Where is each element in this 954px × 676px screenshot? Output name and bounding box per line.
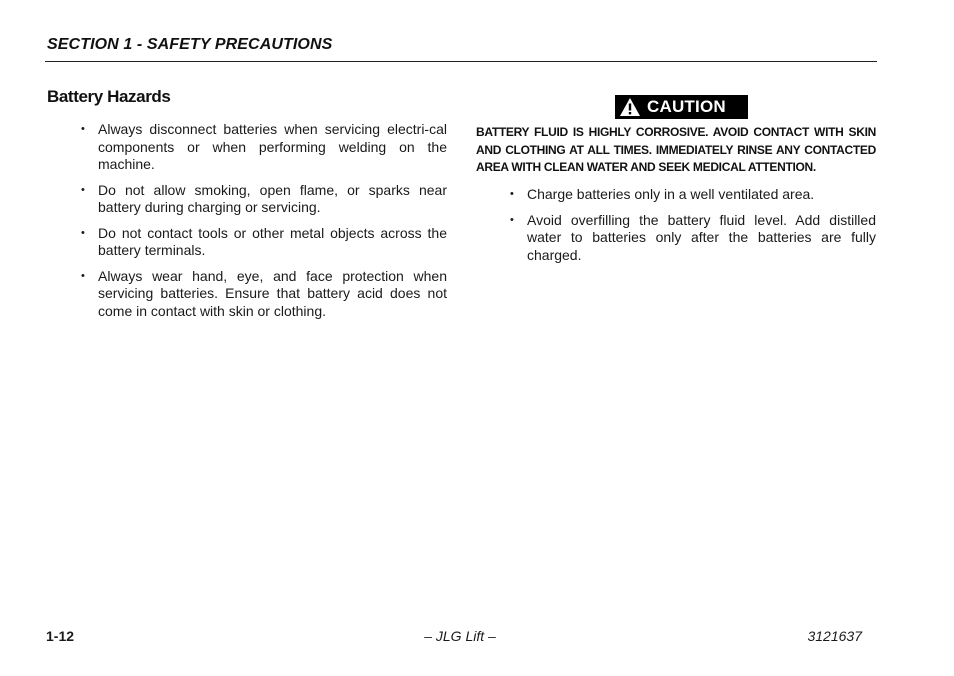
warning-triangle-icon xyxy=(619,97,641,117)
caution-label: CAUTION xyxy=(647,97,726,116)
caution-badge xyxy=(615,95,748,119)
bullet-icon: • xyxy=(510,213,514,226)
list-item xyxy=(78,182,447,217)
left-bullet-list xyxy=(78,121,447,320)
right-bullet-list xyxy=(507,186,876,264)
list-item xyxy=(507,186,876,204)
list-item-text: Avoid overfilling the battery fluid level. Add distilled water to batteries only after the batteries are fully charged. xyxy=(527,211,876,263)
list-item xyxy=(78,225,447,260)
bullet-icon: • xyxy=(81,183,85,196)
page-number: 1-12 xyxy=(46,628,75,644)
right-column xyxy=(507,186,876,272)
bullet-icon: • xyxy=(81,123,85,135)
caution-message: BATTERY FLUID IS HIGHLY CORROSIVE. AVOID CONTACT WITH SKIN AND CLOTHING AT ALL TIMES. IMMEDIATELY RINSE ANY CONTACTED AREA WITH CLEAN WATER AND SEEK MEDICAL ATTENTION. xyxy=(476,125,876,174)
header-divider xyxy=(45,61,877,62)
list-item-text: Always wear hand, eye, and face protection when servicing batteries. Ensure that battery acid does not come in contact with skin or clothing. xyxy=(98,267,447,319)
document-number: 3121637 xyxy=(807,628,862,644)
bullet-icon: • xyxy=(510,188,514,200)
list-item xyxy=(78,268,447,321)
list-item-text: Do not contact tools or other metal objects across the battery terminals. xyxy=(98,224,447,258)
left-column xyxy=(78,121,447,328)
list-item-text: Charge batteries only in a well ventilated area. xyxy=(527,186,815,202)
bullet-icon: • xyxy=(81,226,85,239)
list-item xyxy=(78,121,447,174)
list-item xyxy=(507,212,876,265)
section-title: SECTION 1 - SAFETY PRECAUTIONS xyxy=(47,36,333,53)
list-item-text: Always disconnect batteries when servicing electri-cal components or when performing welding on the machine. xyxy=(98,121,447,172)
footer-title: – JLG Lift – xyxy=(424,628,496,644)
battery-hazards-heading: Battery Hazards xyxy=(47,87,171,106)
bullet-icon: • xyxy=(81,269,85,282)
list-item-text: Do not allow smoking, open flame, or sparks near battery during charging or servicing. xyxy=(98,181,447,215)
